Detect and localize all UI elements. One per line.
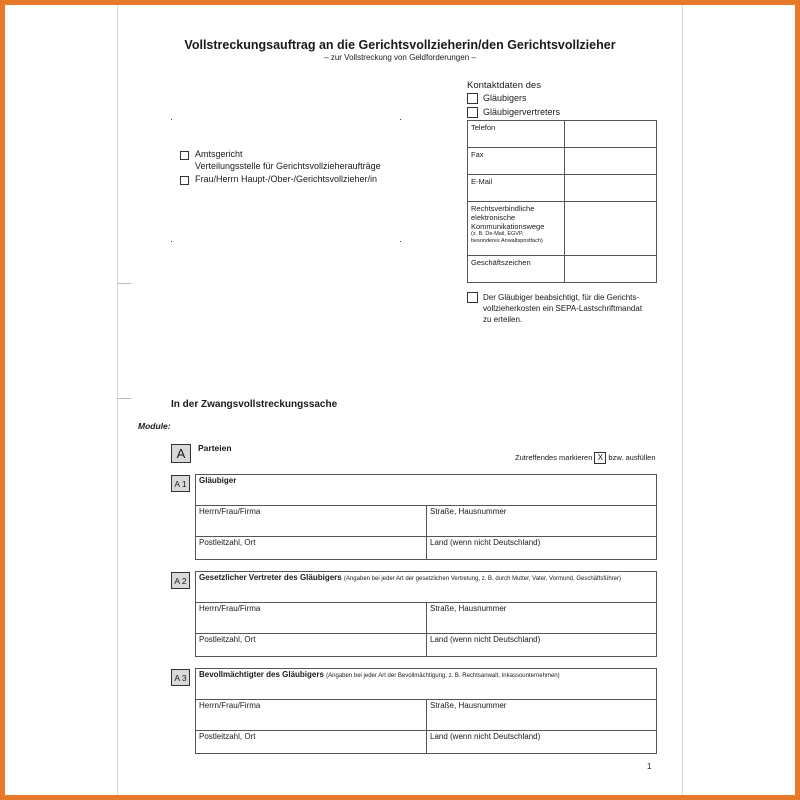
sepa-line3: zu erteilen. [483, 315, 523, 324]
a2-name-field[interactable]: Herrn/Frau/Firma [199, 604, 261, 613]
a2-badge: A 2 [171, 572, 190, 589]
contact-glaeubiger-checkbox[interactable] [467, 93, 478, 104]
a1-title: Gläubiger [199, 476, 237, 485]
a2-note: (Angaben bei jeder Art der gesetzlichen Vertretung, z. B. durch Mutter, Vater, Vormund, Geschäftsführer) [343, 576, 622, 582]
instruction-before: Zutreffendes markieren [515, 452, 593, 462]
communication-line3: Kommunikationswege [471, 222, 545, 231]
a3-title [199, 670, 560, 679]
fax-label: Fax [468, 148, 565, 175]
a1-zip-field[interactable]: Postleitzahl, Ort [199, 538, 256, 547]
a3-street-field[interactable]: Straße, Hausnummer [430, 701, 507, 710]
phone-input[interactable] [565, 121, 657, 148]
fax-input[interactable] [565, 148, 657, 175]
contact-vertreter-label: Gläubigervertreters [483, 107, 561, 117]
communication-line2: elektronische [471, 213, 516, 222]
a3-country-field[interactable]: Land (wenn nicht Deutschland) [430, 732, 541, 741]
document-title: Vollstreckungsauftrag an die Gerichtsvollzieherin/den Gerichtsvollzieher [184, 38, 616, 52]
amtsgericht-checkbox[interactable] [180, 151, 189, 160]
a1-badge: A 1 [171, 475, 190, 492]
document-subtitle: – zur Vollstreckung von Geldforderungen – [324, 53, 476, 62]
contact-heading: Kontaktdaten des [467, 80, 541, 91]
module-a-title: Parteien [198, 443, 232, 453]
module-a-badge: A [171, 444, 191, 463]
a2-country-field[interactable]: Land (wenn nicht Deutschland) [430, 635, 541, 644]
sepa-checkbox[interactable] [467, 292, 478, 303]
communication-label [468, 202, 565, 256]
address-corner-mark: · [399, 114, 402, 124]
a1-divider [426, 505, 427, 560]
a2-title-text: Gesetzlicher Vertreter des Gläubigers [199, 573, 342, 582]
address-corner-mark: · [170, 114, 173, 124]
modules-label: Module: [138, 421, 171, 431]
instruction-after: bzw. ausfüllen [608, 452, 656, 462]
page-number: 1 [647, 762, 652, 771]
communication-note2: besonderes Anwaltspostfach) [471, 238, 543, 244]
a2-street-field[interactable]: Straße, Hausnummer [430, 604, 507, 613]
page-edge-left [117, 5, 118, 795]
a3-title-text: Bevollmächtigter des Gläubigers [199, 670, 324, 679]
a3-divider [426, 699, 427, 754]
sepa-line1: Der Gläubiger beabsichtigt, für die Gerichts- [483, 293, 640, 302]
mark-example-box: X [594, 452, 606, 464]
a1-street-field[interactable]: Straße, Hausnummer [430, 507, 507, 516]
sepa-line2: vollzieherkosten ein SEPA-Lastschriftmandat [483, 304, 643, 313]
a2-title [199, 573, 621, 582]
address-corner-mark: · [399, 236, 402, 246]
fold-mark [117, 283, 131, 284]
contact-vertreter-checkbox[interactable] [467, 107, 478, 118]
instruction-text [515, 452, 656, 464]
case-heading: In der Zwangsvollstreckungssache [171, 399, 338, 410]
address-corner-mark: · [170, 236, 173, 246]
a3-zip-field[interactable]: Postleitzahl, Ort [199, 732, 256, 741]
communication-note1: (z. B. De-Mail, EGVP, [471, 231, 524, 237]
verteilungsstelle-label: Verteilungsstelle für Gerichtsvollzieheraufträge [195, 161, 381, 171]
gerichtsvollzieher-checkbox[interactable] [180, 176, 189, 185]
a1-country-field[interactable]: Land (wenn nicht Deutschland) [430, 538, 541, 547]
a2-zip-field[interactable]: Postleitzahl, Ort [199, 635, 256, 644]
phone-label: Telefon [468, 121, 565, 148]
a1-name-field[interactable]: Herrn/Frau/Firma [199, 507, 261, 516]
gerichtsvollzieher-label: Frau/Herrn Haupt-/Ober-/Gerichtsvollzieher/in [195, 174, 378, 184]
punch-mark [117, 398, 131, 399]
communication-input[interactable] [565, 202, 657, 256]
a3-name-field[interactable]: Herrn/Frau/Firma [199, 701, 261, 710]
email-input[interactable] [565, 175, 657, 202]
amtsgericht-label: Amtsgericht [195, 149, 243, 159]
reference-input[interactable] [565, 256, 657, 283]
a3-badge: A 3 [171, 669, 190, 686]
email-label: E-Mail [468, 175, 565, 202]
contact-glaeubiger-label: Gläubigers [483, 93, 527, 103]
communication-line1: Rechtsverbindliche [471, 204, 535, 213]
contact-table [467, 120, 657, 283]
a3-note: (Angaben bei jeder Art der Bevollmächtigung, z. B. Rechtsanwalt, Inkassounternehmen) [326, 673, 560, 679]
a2-divider [426, 602, 427, 657]
reference-label: Geschäftszeichen [468, 256, 565, 283]
page-edge-right [682, 5, 683, 795]
